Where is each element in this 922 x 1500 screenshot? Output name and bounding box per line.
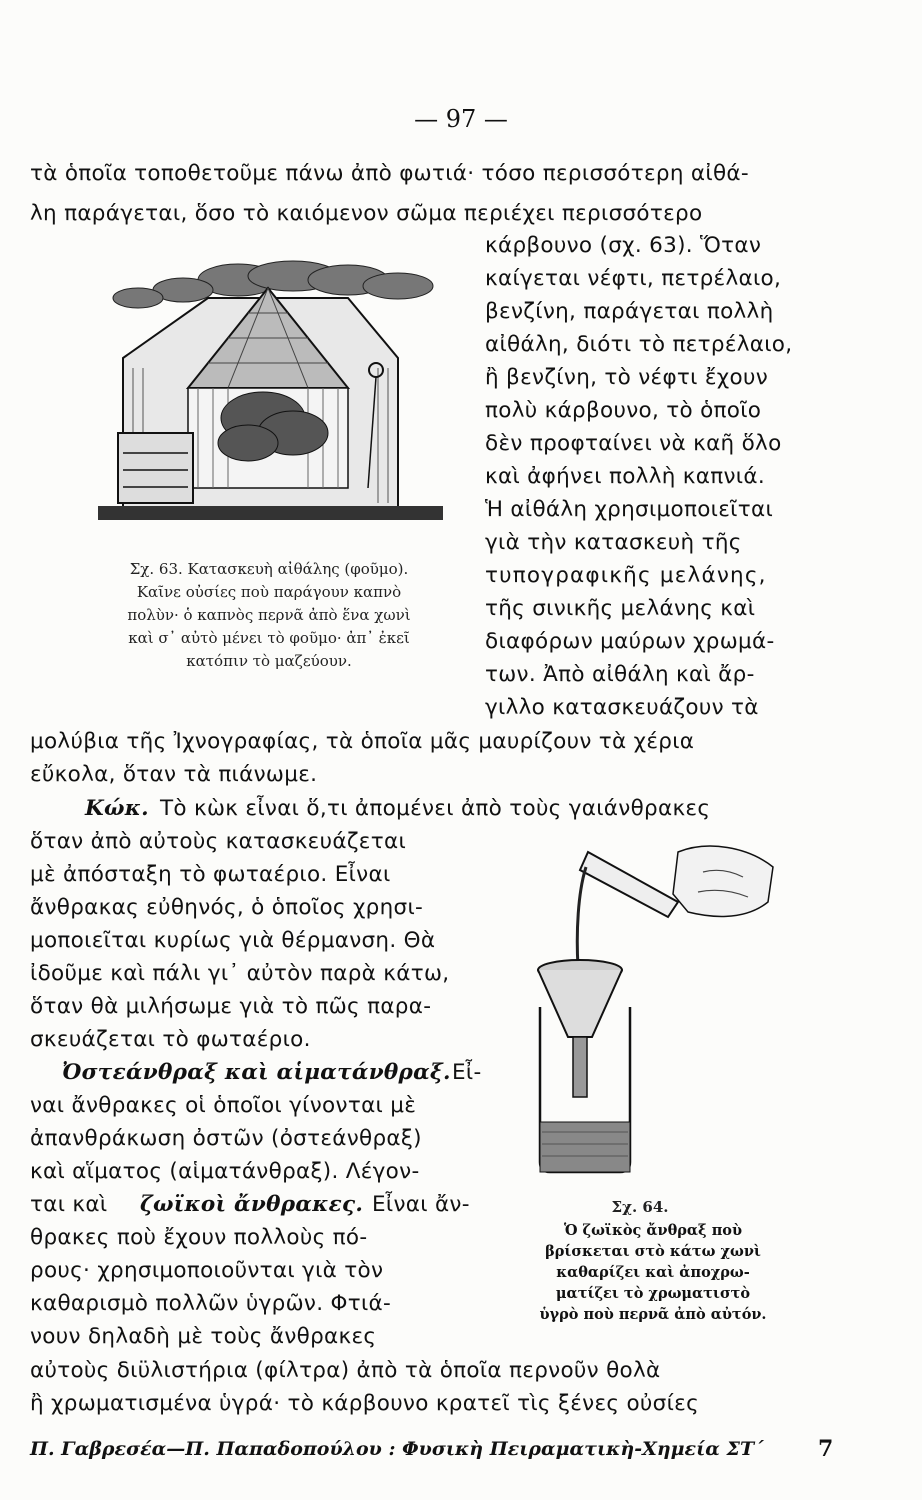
text-line: των. Ἀπὸ αἰθάλη καὶ ἄρ- (485, 662, 755, 687)
text-line: Ἡ αἰθάλη χρησιμοποιεῖται (485, 497, 774, 522)
caption-line: Ὁ ζωϊκὸς ἄνθραξ ποὺ (563, 1222, 743, 1239)
text-line: γιλλο κατασκευάζουν τὰ (485, 695, 759, 720)
text-line: δὲν προφταίνει νὰ καῆ ὅλο (485, 431, 782, 456)
text-line: καὶ αἵματος (αἱματάνθραξ). Λέγον- (30, 1159, 420, 1184)
footer-title: Π. Γαβρεσέα—Π. Παπαδοπούλου : Φυσικὴ Πειραματικὴ-Χημεία ΣΤ´ (30, 1438, 764, 1460)
text-line: βενζίνη, παράγεται πολλὴ (485, 299, 774, 324)
caption-line: Καῖνε οὐσίες ποὺ παράγουν καπνὸ (136, 583, 402, 601)
text-line: μοποιεῖται κυρίως γιὰ θέρμανση. Θὰ (30, 928, 436, 953)
text-line: τῆς σινικῆς μελάνης καὶ (485, 596, 756, 621)
text-line: αὐτοὺς διϋλιστήρια (φίλτρα) ἀπὸ τὰ ὁποῖα περνοῦν θολὰ (30, 1358, 661, 1383)
text-line: σκευάζεται τὸ φωταέριο. (30, 1027, 311, 1052)
text-line: καίγεται νέφτι, πετρέλαιο, (485, 266, 782, 291)
text-line: τὰ ὁποῖα τοποθετοῦμε πάνω ἀπὸ φωτιά· τόσο περισσότερη αἰθά- (30, 161, 749, 186)
figure-64-caption (508, 1220, 798, 1325)
figure-64-filter-apparatus (528, 832, 788, 1182)
caption-line: καθαρίζει καὶ ἀποχρω- (556, 1264, 750, 1281)
text-line: πολὺ κάρβουνο, τὸ ὁποῖο (485, 398, 762, 423)
caption-line: ματίζει τὸ χρωματιστὸ (555, 1285, 751, 1302)
section-heading: Ὀστεάνθραξ καὶ αἱματάνθραξ. (62, 1060, 451, 1085)
text-line: ναι ἄνθρακες οἱ ὁποῖοι γίνονται μὲ (30, 1093, 417, 1118)
text-line: ἰδοῦμε καὶ πάλι γι᾽ αὐτὸν παρὰ κάτω, (30, 961, 450, 986)
caption-line: βρίσκεται στὸ κάτω χωνὶ (545, 1243, 761, 1260)
text-line: ὅταν ἀπὸ αὐτοὺς κατασκευάζεται (30, 829, 407, 854)
page-number: — 97 — (414, 105, 508, 133)
text-line: ται καὶ (30, 1192, 108, 1217)
caption-line: κατόπιν τὸ μαζεύουν. (186, 652, 352, 670)
text-line: μολύβια τῆς Ἰχνογραφίας, τὰ ὁποῖα μᾶς μαυρίζουν τὰ χέρια (30, 729, 695, 754)
figure-63-caption (64, 558, 474, 673)
text-line: λη παράγεται, ὅσο τὸ καιόμενον σῶμα περιέχει περισσότερο (30, 201, 703, 226)
text-line: αἰθάλη, διότι τὸ πετρέλαιο, (485, 332, 793, 357)
text-line: ἄνθρακας εὐθηνός, ὁ ὁποῖος χρησι- (30, 895, 424, 920)
text-line: κάρβουνο (σχ. 63). Ὅταν (485, 233, 762, 258)
text-line: διαφόρων μαύρων χρωμά- (485, 629, 775, 654)
text-line: εὔκολα, ὅταν τὰ πιάνωμε. (30, 762, 318, 787)
text-line: Εἶναι ἄν- (372, 1192, 470, 1217)
footer-signature-number: 7 (818, 1436, 834, 1462)
figure-63-soot-apparatus (78, 258, 458, 530)
text-line: μὲ ἀπόσταξη τὸ φωταέριο. Εἶναι (30, 862, 391, 887)
text-line: καθαρισμὸ πολλῶν ὑγρῶν. Φτιά- (30, 1291, 392, 1316)
italic-term: ζωϊκοὶ ἄνθρακες. (140, 1192, 364, 1217)
text-line: ἢ χρωματισμένα ὑγρά· τὸ κάρβουνο κρατεῖ τὶς ξένες οὐσίες (30, 1391, 700, 1416)
text-line: καὶ ἀφήνει πολλὴ καπνιά. (485, 464, 765, 489)
text-line: ρους· χρησιμοποιοῦνται γιὰ τὸν (30, 1258, 384, 1283)
caption-line: ὑγρὸ ποὺ περνᾶ ἀπὸ αὐτόν. (539, 1306, 767, 1323)
text-line: θρακες ποὺ ἔχουν πολλοὺς πό- (30, 1225, 368, 1250)
text-line: νουν δηλαδὴ μὲ τοὺς ἄνθρακες (30, 1324, 377, 1349)
text-line: Τὸ κὼκ εἶναι ὅ,τι ἀπομένει ἀπὸ τοὺς γαιάνθρακες (160, 796, 711, 821)
caption-line: πολὺν· ὁ καπνὸς περνᾶ ἀπὸ ἕνα χωνὶ (127, 606, 411, 624)
text-line: ἀπανθράκωση ὀστῶν (ὀστεάνθραξ) (30, 1126, 422, 1151)
caption-line: καὶ σ᾽ αὐτὸ μένει τὸ φοῦμο· ἀπ᾽ ἐκεῖ (128, 629, 410, 647)
text-line: ὅταν θὰ μιλήσωμε γιὰ τὸ πῶς παρα- (30, 994, 432, 1019)
text-line: ἢ βενζίνη, τὸ νέφτι ἔχουν (485, 365, 769, 390)
text-line: τυπογραφικῆς μελάνης, (485, 563, 767, 588)
caption-line: Σχ. 63. Κατασκευὴ αἰθάλης (φοῦμο). (129, 560, 409, 578)
text-line: γιὰ τὴν κατασκευὴ τῆς (485, 530, 742, 555)
text-line: Εἶ- (452, 1060, 482, 1085)
figure-64-label: Σχ. 64. (611, 1198, 669, 1216)
section-heading: Κώκ. (85, 796, 149, 821)
